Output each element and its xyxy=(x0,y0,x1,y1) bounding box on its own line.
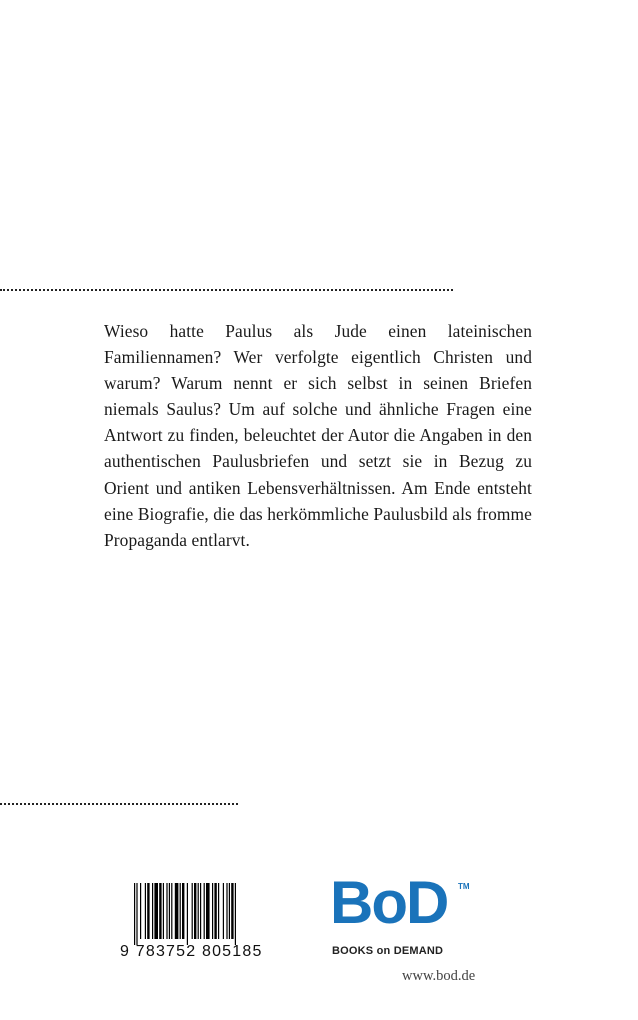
barcode-bar xyxy=(154,883,158,939)
barcode-bar xyxy=(192,883,193,939)
barcode-digits: 9 783752 805185 xyxy=(120,943,263,960)
barcode-bar xyxy=(134,883,135,945)
barcode-bar xyxy=(140,883,141,939)
bod-tagline: BOOKS on DEMAND xyxy=(332,945,444,957)
isbn-barcode xyxy=(120,883,290,963)
barcode-bar xyxy=(166,883,167,939)
bod-logo xyxy=(330,869,472,964)
barcode-bar xyxy=(214,883,216,939)
barcode-bar xyxy=(163,883,164,939)
barcode-bar xyxy=(218,883,219,939)
dotted-divider-top xyxy=(0,289,453,291)
dotted-divider-bottom xyxy=(0,803,238,805)
barcode-bar xyxy=(152,883,153,939)
barcode-bar xyxy=(231,883,233,939)
barcode-icon xyxy=(134,883,282,945)
barcode-bar xyxy=(212,883,213,939)
back-cover-blurb: Wieso hatte Paulus als Jude einen lateinischen Familiennamen? Wer verfolgte eigentlich Christen und warum? Warum nennt er sich selbst in seinen Briefen niemals Saulus? Um auf solche und ähnliche Fragen eine Antwort zu finden, beleuchtet der Autor die Angaben in den authentischen Paulusbriefen und setzt sie in Bezug zu Orient und antiken Lebensverhältnissen. Am Ende entsteht eine Biografie, die das herkömmliche Paulusbild als fromme Propaganda entlarvt. xyxy=(104,321,532,550)
barcode-bar xyxy=(136,883,137,945)
barcode-bar xyxy=(206,883,210,939)
barcode-bar xyxy=(235,883,236,945)
bod-wordmark: BoD xyxy=(330,869,448,936)
barcode-bar xyxy=(145,883,146,939)
barcode-bar xyxy=(171,883,172,939)
barcode-bar xyxy=(182,883,184,939)
barcode-bar xyxy=(226,883,227,939)
barcode-bar xyxy=(147,883,149,939)
trademark-symbol: TM xyxy=(458,882,470,891)
barcode-bar xyxy=(175,883,179,939)
barcode-bar xyxy=(229,883,230,939)
barcode-bar xyxy=(187,883,188,945)
barcode-bar xyxy=(169,883,170,939)
publisher-website: www.bod.de xyxy=(402,968,476,984)
barcode-bar xyxy=(198,883,199,939)
barcode-bar xyxy=(204,883,205,939)
barcode-bar xyxy=(159,883,161,939)
barcode-bar xyxy=(194,883,196,939)
barcode-bar xyxy=(180,883,181,939)
barcode-bar xyxy=(200,883,201,939)
barcode-bar xyxy=(223,883,224,939)
